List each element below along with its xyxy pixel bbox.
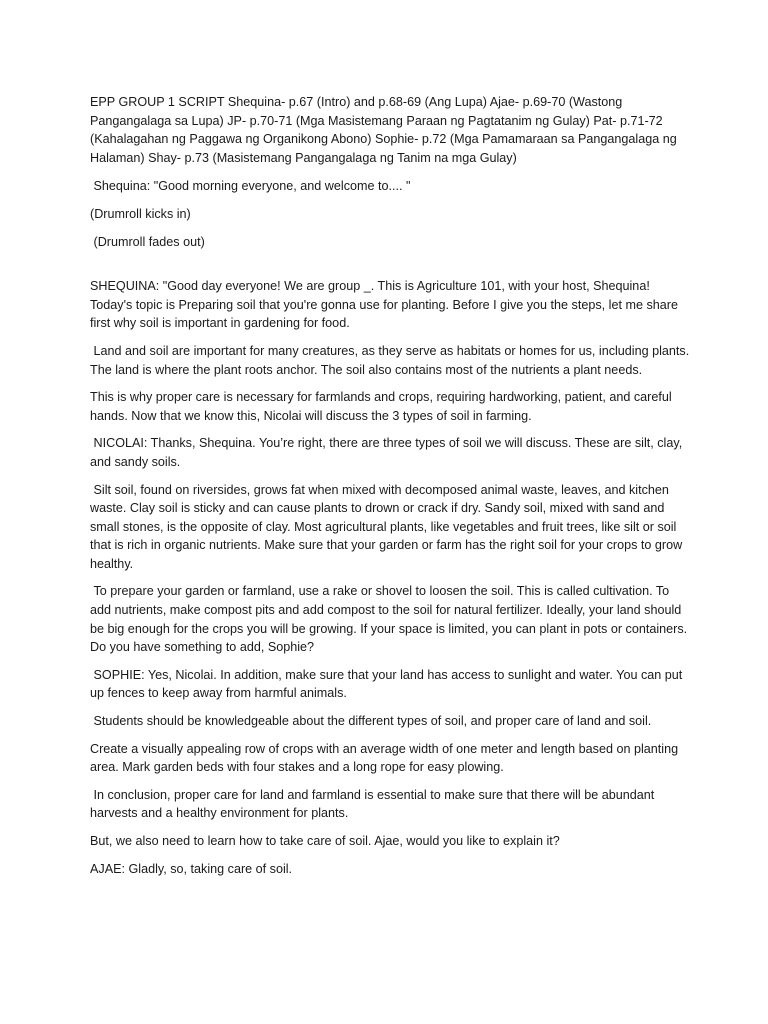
paragraph-shequina-intro: SHEQUINA: "Good day everyone! We are group _. This is Agriculture 101, with your host, Shequina! Today's topic is Preparing soil that you're gonna use for planting. Before I give you the steps, let me share first why soil is important in gardening for food.	[90, 279, 682, 331]
paragraph-drumroll-out: (Drumroll fades out)	[90, 234, 205, 249]
document-body	[90, 93, 693, 887]
paragraph-students: Students should be knowledgeable about the different types of soil, and proper care of land and soil.	[90, 714, 652, 729]
paragraph-greeting: Shequina: "Good morning everyone, and welcome to.... "	[90, 179, 411, 194]
paragraph-ajae: AJAE: Gladly, so, taking care of soil.	[90, 861, 293, 876]
paragraph-proper-care: This is why proper care is necessary for farmlands and crops, requiring hardworking, patient, and careful hands. Now that we know this, Nicolai will discuss the 3 types of soil in farming.	[90, 390, 676, 423]
paragraph-create-row: Create a visually appealing row of crops with an average width of one meter and length based on planting area. Mark garden beds with four stakes and a long rope for easy plowing.	[90, 741, 682, 775]
paragraph-drumroll-in: (Drumroll kicks in)	[90, 206, 191, 221]
paragraph-land-soil: Land and soil are important for many creatures, as they serve as habitats or homes for us, including plants. The land is where the plant roots anchor. The soil also contains most of the nutrients a plant needs.	[90, 343, 693, 377]
paragraph-header: EPP GROUP 1 SCRIPT Shequina- p.67 (Intro) and p.68-69 (Ang Lupa) Ajae- p.69-70 (Wastong Pangangalaga sa Lupa) JP- p.70-71 (Mga Masistemang Paraan ng Pagtatanim ng Gulay) Pat- p.71-72 (Kahalagahan ng Paggawa ng Organikong Abono) Sophie- p.72 (Mga Pamamaraan sa Pangangalaga ng Halaman) Shay- p.73 (Masistemang Pangangalaga ng Tanim na mga Gulay)	[90, 95, 681, 165]
paragraph-prepare-garden: To prepare your garden or farmland, use a rake or shovel to loosen the soil. This is called cultivation. To add nutrients, make compost pits and add compost to the soil for natural fertilizer. Ideally, your land should be big enough for the crops you will be growing. If your space is limited, you can plant in pots or containers. Do you have something to add, Sophie?	[90, 584, 691, 655]
paragraph-nicolai: NICOLAI: Thanks, Shequina. You’re right, there are three types of soil we will discuss. These are silt, clay, and sandy soils.	[90, 436, 686, 469]
paragraph-sophie: SOPHIE: Yes, Nicolai. In addition, make sure that your land has access to sunlight and water. You can put up fences to keep away from harmful animals.	[90, 667, 686, 701]
paragraph-conclusion: In conclusion, proper care for land and farmland is essential to make sure that there will be abundant harvests and a healthy environment for plants.	[90, 787, 658, 821]
paragraph-soil-types: Silt soil, found on riversides, grows fat when mixed with decomposed animal waste, leaves, and kitchen waste. Clay soil is sticky and can cause plants to drown or crack if dry. Sandy soil, mixed with sand and small stones, is the opposite of clay. Most agricultural plants, like vegetables and fruit trees, like silt or soil that is rich in organic nutrients. Make sure that your garden or farm has the right soil for your crops to grow healthy.	[90, 482, 686, 571]
paragraph-ask-ajae: But, we also need to learn how to take care of soil. Ajae, would you like to explain it?	[90, 834, 560, 848]
